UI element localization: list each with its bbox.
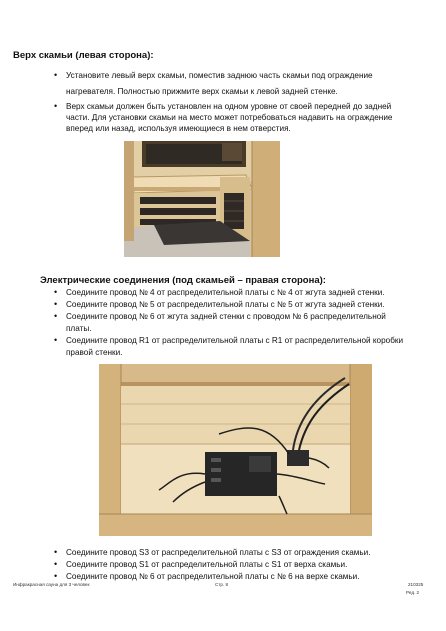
list-item: Соедините провод S3 от распределительной платы с S3 от ограждения скамьи.	[66, 548, 371, 557]
bullet-icon: •	[54, 335, 58, 345]
bullet-icon: •	[54, 287, 58, 297]
list-item: Установите левый верх скамьи, поместив заднюю часть скамьи под ограждение нагревателя. Полностью прижмите верх скамьи к левой задней стенке.	[66, 71, 373, 96]
bullet-icon: •	[54, 299, 58, 309]
sauna-bench-photo	[124, 141, 280, 257]
list-item: Соедините провод № 5 от распределительной платы с № 5 от жгута задней стенки.	[66, 300, 385, 309]
list-item: Соедините провод S1 от распределительной платы с S1 от верха скамьи.	[66, 560, 348, 569]
footer-doc-code: 210325	[408, 582, 424, 587]
bullet-icon: •	[54, 101, 58, 111]
list-item: Соедините провод № 6 от жгута задней стенки с проводом № 6 распределительной платы.	[66, 312, 386, 333]
section-heading-electrical: Электрические соединения (под скамьей – правая сторона):	[40, 275, 326, 286]
footer-page-number: Стр. 8	[215, 582, 229, 587]
section-heading-bench-top: Верх скамьи (левая сторона):	[13, 50, 154, 61]
list-item: Соедините провод № 4 от распределительной платы с № 4 от жгута задней стенки.	[66, 288, 385, 297]
list-item: Соедините провод R1 от распределительной платы с R1 от распределительной коробки правой стенки.	[66, 336, 404, 357]
bullet-icon: •	[54, 70, 58, 80]
bullet-icon: •	[54, 547, 58, 557]
list-item: Верх скамьи должен быть установлен на одном уровне от своей передней до задней части. Для установки скамьи на место может потребоваться надавить на ограждение вперед или назад, используя имеющиеся в нем отверстия.	[66, 102, 393, 133]
list-item: Соедините провод № 6 от распределительной платы с № 6 на верхе скамьи.	[66, 572, 360, 581]
bullet-icon: •	[54, 559, 58, 569]
under-bench-wiring-photo	[99, 364, 372, 536]
footer-revision: Ред. 2	[406, 590, 420, 595]
footer-product-name: Инфракрасная сауна для 3 человек	[13, 582, 90, 587]
bullet-icon: •	[54, 571, 58, 581]
bullet-icon: •	[54, 311, 58, 321]
